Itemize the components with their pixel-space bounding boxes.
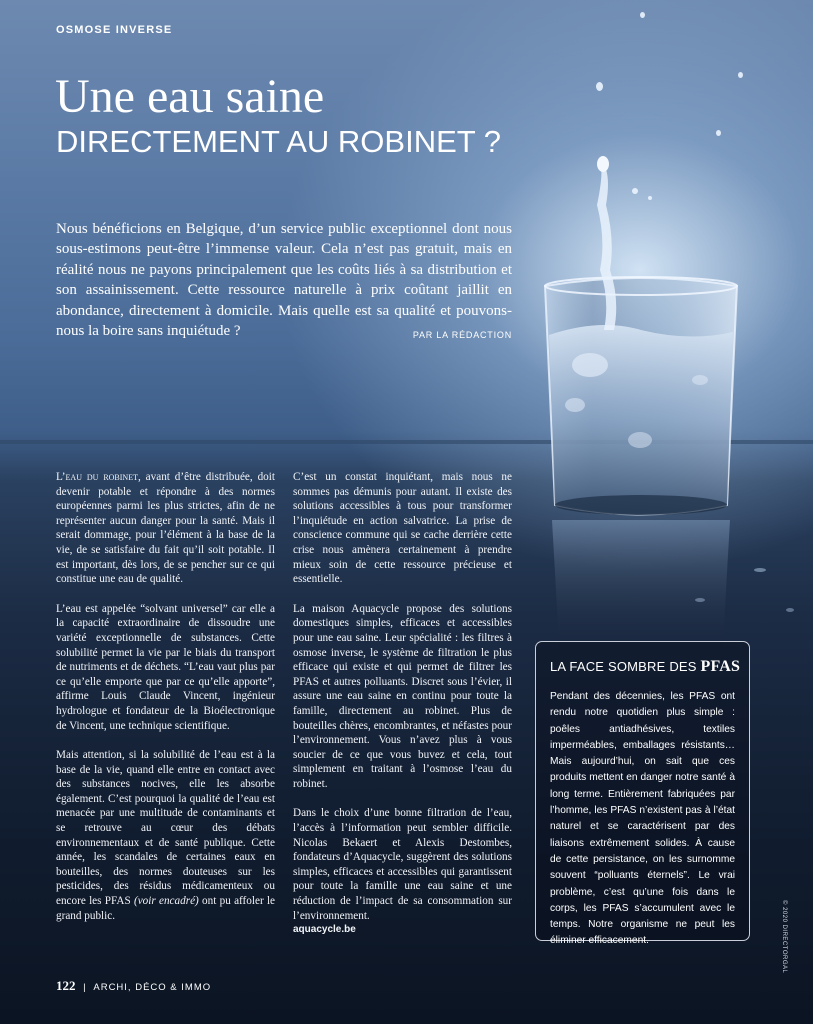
paragraph: C’est un constat inquiétant, mais nous ne sommes pas démunis pour autant. Il existe des solutions accessibles à tous pour transformer l’inquiétude en action salvatrice. La prise de conscience commune qui se cache derrière cette crise nous amènera certainement à prendre mieux soin de cette ressource précieuse et essentielle. bbox=[293, 471, 512, 586]
water-drop bbox=[738, 72, 743, 78]
intro-paragraph bbox=[56, 219, 512, 345]
paragraph: Mais attention, si la solubilité de l’eau est à la base de la vie, quand elle entre en contact avec des substances nocives, elle les absorbe également. C’est pourquoi la qualité de l’eau est menacée par une multitude de contaminants et se retrouve au cœur des débats environnementaux et de santé publique. Cette année, les scandales de certaines eaux en bouteilles, des normes douteuses sur les pesticides, des résidus médicamenteux ou encore les PFAS (voir encadré) ont pu affoler le grand public. bbox=[56, 749, 276, 922]
water-drop bbox=[648, 196, 652, 200]
byline: PAR LA RÉDACTION bbox=[412, 330, 512, 341]
water-drop bbox=[716, 130, 721, 136]
paragraph: L’eau du robinet, avant d’être distribuée, doit devenir potable et répondre à des normes européennes parmi les plus strictes, afin de ne représenter aucun danger pour la santé. Mais il serait dommage, pour l’élément à la base de la vie, de se satisfaire du fait qu’il soit potable. Il est important, dès lors, de se pencher sur ce qui constitue une eau de qualité. bbox=[56, 471, 275, 586]
water-drop bbox=[632, 188, 638, 194]
article-column-2 bbox=[293, 470, 512, 938]
website-link[interactable]: aquacycle.be bbox=[293, 924, 356, 936]
paragraph: Dans le choix d’une bonne filtration de l’eau, l’accès à l’information peut sembler difficile. Nicolas Bekaert et Alexis Destombes, fondateurs d’Aquacycle, suggèrent des solutions simples, efficaces et accessibles qui garantissent pour toute la famille une eau saine et une réduction de l’impact de sa consommation sur l’environnement. bbox=[293, 807, 512, 922]
subheadline: DIRECTEMENT AU ROBINET ? bbox=[56, 124, 501, 159]
photo-credit: © 2020 DIRECTORGAL bbox=[781, 900, 787, 974]
section-kicker: OSMOSE INVERSE bbox=[56, 24, 173, 36]
sidebar-box bbox=[535, 641, 750, 947]
box-text: Pendant des décennies, les PFAS ont rendu notre quotidien plus simple : poêles antiadhésives, textiles imperméables, emballages résistants… Mais aujourd’hui, on sait que ces produits mettent en danger notre santé à long terme. Entièrement fabriquées par l’homme, les PFAS n’existent pas à l’état naturel et se caractérisent par des liaisons extrêmement solides. À cause de cette persistance, on les surnomme souvent “polluants éternels”. Le vrai problème, c’est qu’une fois dans le corps, les PFAS s’accumulent avec le temps. Notre organisme ne peut les éliminer efficacement. bbox=[550, 691, 735, 947]
article-column-1 bbox=[56, 470, 275, 938]
page-number: 122 bbox=[56, 978, 76, 993]
paragraph: La maison Aquacycle propose des solutions domestiques simples, efficaces et accessibles pour une eau saine. Leur spécialité : les filtres à osmose inverse, le système de filtration le plus efficace qui existe et qui permet de filtrer les PFAS et autres polluants. Discret sous l’évier, il assure une eau saine en continu pour toute la famille, directement au robinet. Plus de bouteilles chères, encombrantes, et néfastes pour l’environnement. Vous n’avez plus à vous soucier de ce que vous buvez et cela, tout simplement en traitant à l’osmose l’eau du robinet. bbox=[293, 602, 512, 790]
page-footer bbox=[56, 978, 211, 994]
intro-text: Nous bénéficions en Belgique, d’un service public exceptionnel dont nous sous-estimons peut-être l’immense valeur. Cela n’est pas gratuit, mais en réalité nous ne payons principalement que les coûts liés à sa distribution et son assainissement. Cette ressource naturelle à prix coûtant jaillit en abondance, directement à domicile. Mais quelle est sa qualité et pouvons-nous la boire sans inquiétude ? bbox=[56, 221, 512, 340]
lead-in: L’eau du robinet bbox=[56, 471, 138, 483]
box-title: LA FACE SOMBRE DES PFAS bbox=[550, 658, 741, 675]
box-reference: (voir encadré) bbox=[133, 895, 199, 908]
water-drop bbox=[596, 82, 603, 91]
water-drop bbox=[640, 12, 645, 18]
headline: Une eau saine bbox=[55, 70, 325, 123]
magazine-name: ARCHI, DÉCO & IMMO bbox=[93, 982, 212, 993]
paragraph: L’eau est appelée “solvant universel” car elle a la capacité extraordinaire de dissoudre une variété exceptionnelle de substances. Cette solubilité permet la vie par le biais du transport de nutriments et de déchets. “L’eau vaut plus par ce qu’elle emporte que par ce qu’elle apporte”, affirme Louis Claude Vincent, ingénieur hydrologue et fondateur de la Bioélectronique de Vincent, une technique scientifique. bbox=[56, 602, 275, 732]
separator: | bbox=[83, 982, 87, 993]
